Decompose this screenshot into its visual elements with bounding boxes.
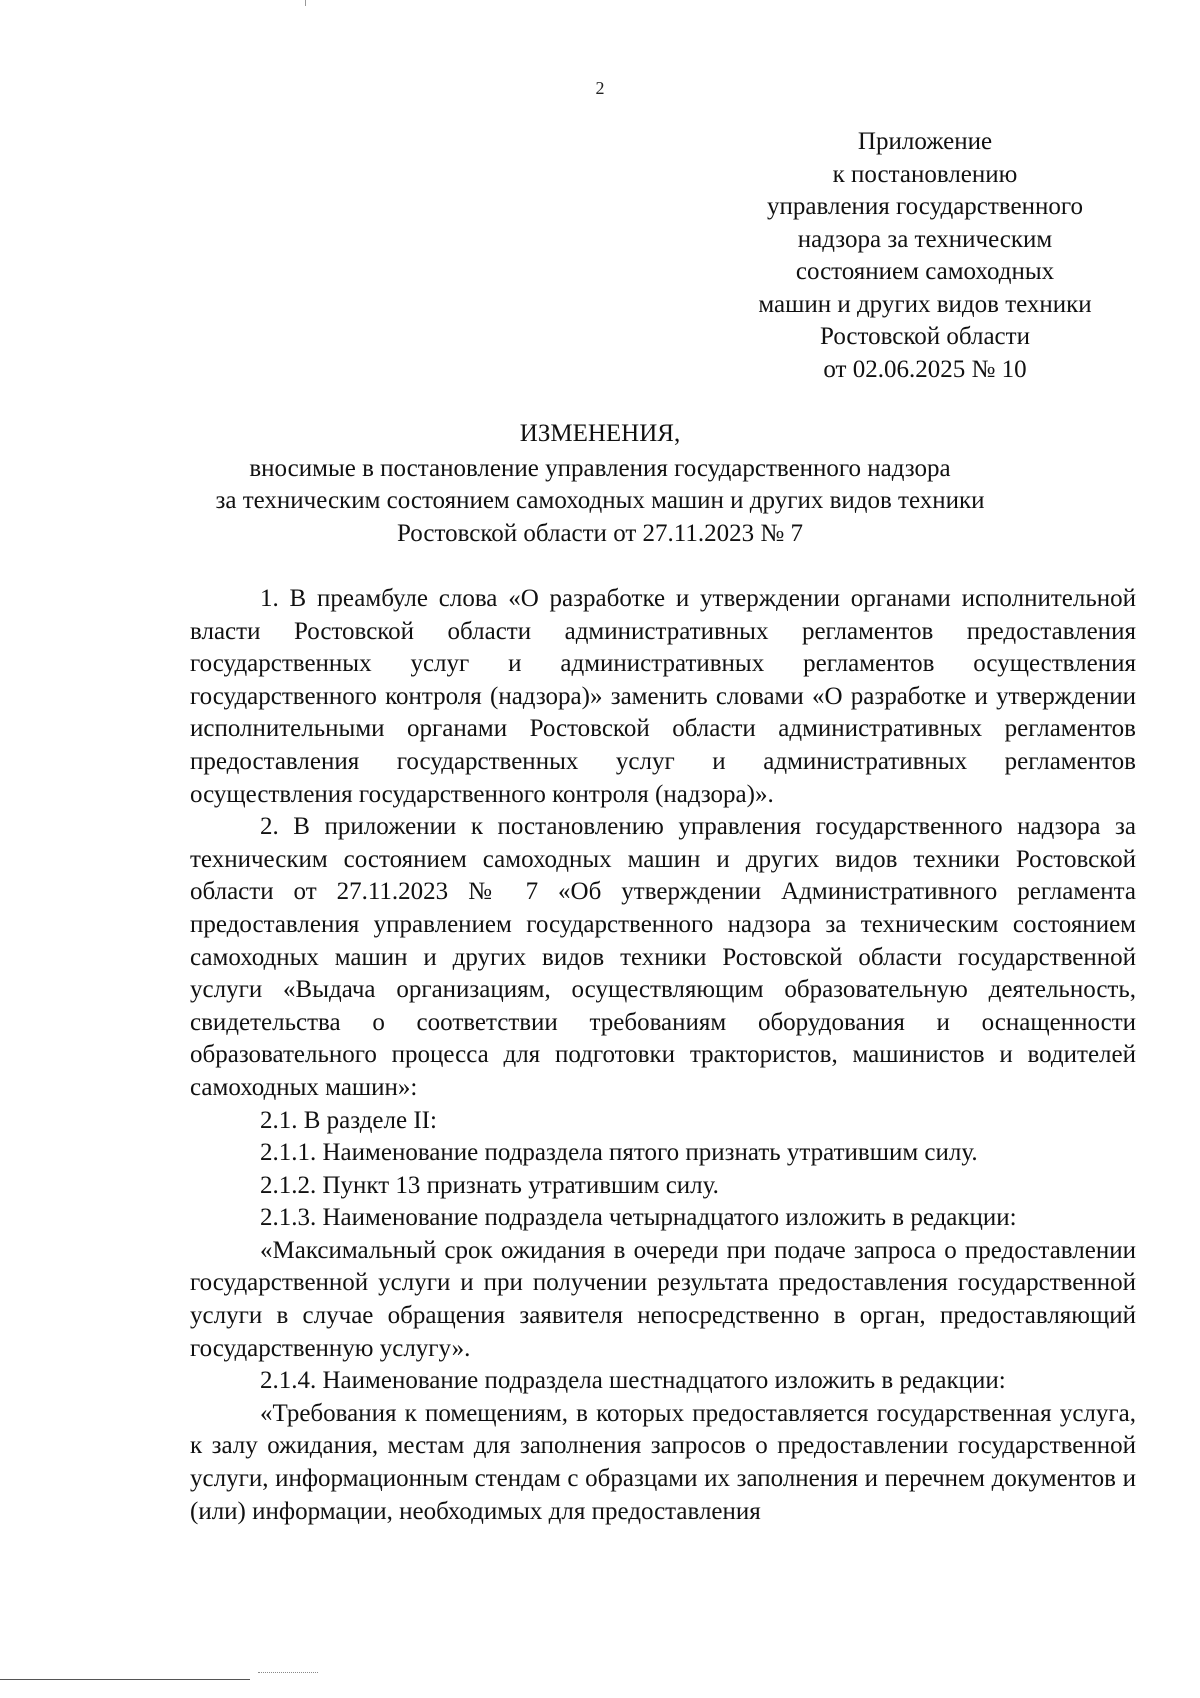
paragraph-1: 1. В преамбуле слова «О разработке и утверждении органами исполнительной власти Ростовской области административных регламентов предоставления государственных услуг и административных регламентов осуществления государственного контроля (надзора)» заменить словами «О разработке и утверждении исполнительными органами Ростовской области административных регламентов предоставления государственных услуг и административных регламентов осуществления государственного контроля (надзора)». <box>190 585 1136 808</box>
annex-line: управления государственного <box>767 193 1083 220</box>
paragraph-quote-2: «Требования к помещениям, в которых предоставляется государственная услуга, к залу ожидания, местам для заполнения запросов о предоставлении государственной услуги, информационным стендам с образцами их заполнения и перечнем документов и (или) информации, необходимых для предоставления <box>190 1399 1136 1525</box>
page-number: 2 <box>595 78 605 98</box>
paragraph-2: 2. В приложении к постановлению управления государственного надзора за техническим состоянием самоходных машин и других видов техники Ростовской области от 27.11.2023 № 7 «Об утверждении Административного регламента предоставления управлением государственного надзора за техническим состоянием самоходных машин и других видов техники Ростовской области государственной услуги «Выдача организациям, осуществляющим образовательную деятельность, свидетельства о соответствии требованиям оборудования и оснащенности образовательного процесса для подготовки трактористов, машинистов и водителей самоходных машин»: <box>190 813 1136 1101</box>
paragraph-2-1-2: 2.1.2. Пункт 13 признать утратившим силу. <box>260 1171 719 1199</box>
document-title: ИЗМЕНЕНИЯ, <box>519 420 681 447</box>
annex-line: Ростовской области <box>820 323 1030 350</box>
paragraph-2-1-1: 2.1.1. Наименование подраздела пятого признать утратившим силу. <box>260 1139 978 1167</box>
annex-line: к постановлению <box>832 160 1018 188</box>
paragraph-2-1-4: 2.1.4. Наименование подраздела шестнадцатого изложить в редакции: <box>260 1367 1006 1395</box>
document-subtitle-line: вносимые в постановление управления государственного надзора <box>249 454 951 482</box>
document-subtitle-line: Ростовской области от 27.11.2023 № 7 <box>397 519 803 547</box>
annex-line: от 02.06.2025 № 10 <box>823 355 1027 383</box>
document-title-block <box>0 418 1200 550</box>
annex-line: надзора за техническим <box>797 225 1053 253</box>
annex-line: машин и других видов техники <box>758 290 1092 318</box>
scan-mark <box>305 0 306 6</box>
paragraph-2-1-3: 2.1.3. Наименование подраздела четырнадцатого изложить в редакции: <box>260 1204 1017 1232</box>
annex-line: состоянием самоходных <box>795 258 1055 285</box>
document-body <box>190 583 1136 1528</box>
document-subtitle-line: за техническим состоянием самоходных машин и других видов техники <box>215 487 985 514</box>
annex-line: Приложение <box>857 128 993 155</box>
annex-block <box>705 126 1145 386</box>
paragraph-2-1: 2.1. В разделе II: <box>260 1106 437 1134</box>
footer-dots <box>258 1672 318 1679</box>
paragraph-quote-1: «Максимальный срок ожидания в очереди при подаче запроса о предоставлении государственной услуги и при получении результата предоставления государственной услуги в случае обращения заявителя непосредственно в орган, предоставляющий государственную услугу». <box>190 1236 1136 1362</box>
footer-rule <box>0 1679 250 1680</box>
